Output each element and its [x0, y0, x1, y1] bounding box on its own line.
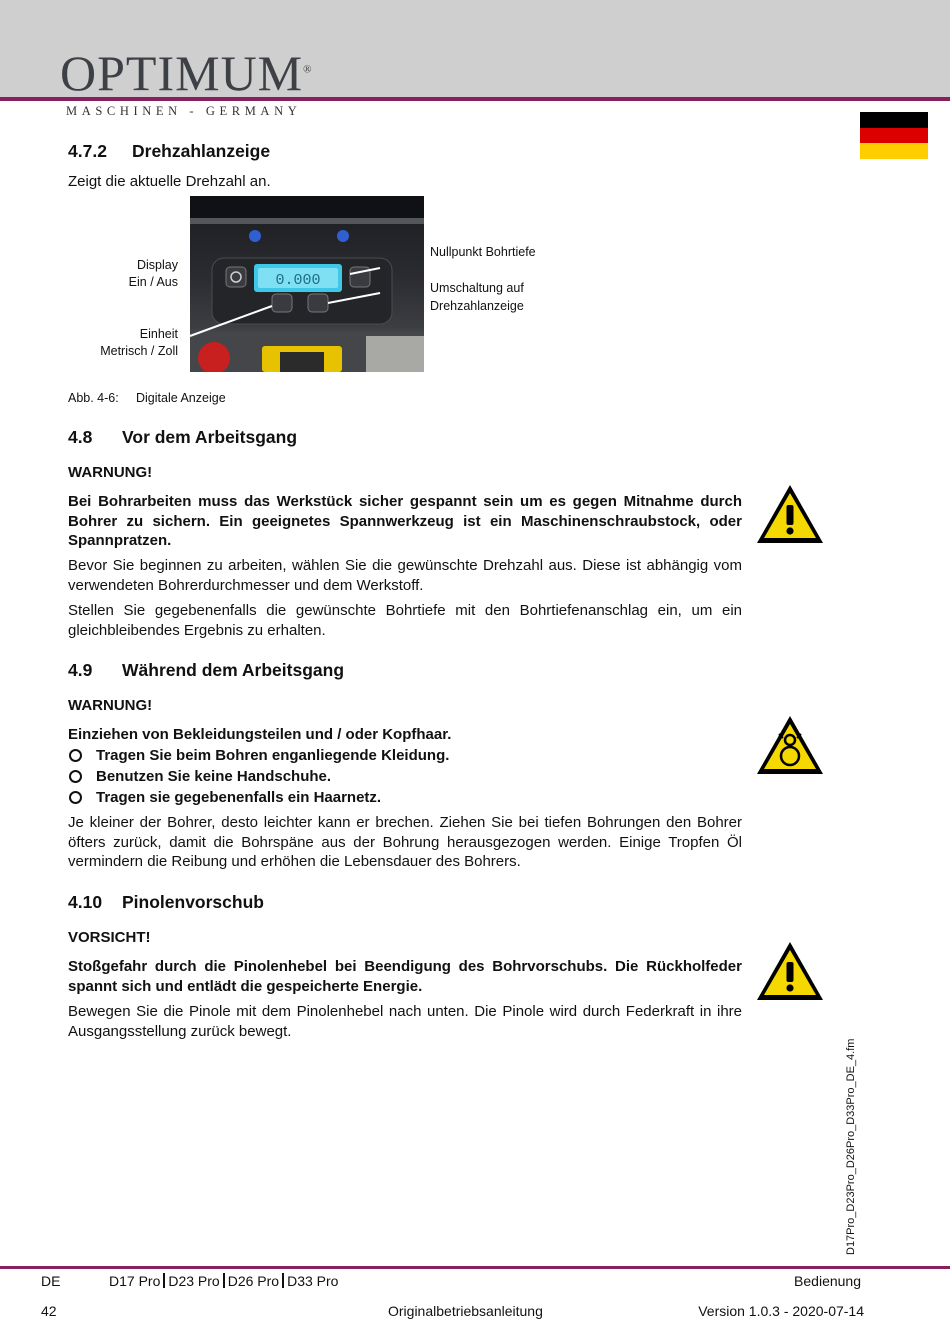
list-item: Tragen sie gegebenenfalls ein Haarnetz. [68, 787, 449, 808]
callout-speed-switch: Umschaltung auf Drehzahlanzeige [430, 281, 524, 313]
footer-version: Version 1.0.3 - 2020-07-14 [698, 1303, 864, 1319]
section-heading-4-8: 4.8 Vor dem Arbeitsgang [68, 427, 298, 447]
section-heading-4-10: 4.10 Pinolenvorschub [68, 892, 264, 912]
footer-models: D17 Pro D23 Pro D26 Pro D33 Pro [109, 1273, 339, 1289]
list-item: Benutzen Sie keine Handschuhe. [68, 766, 449, 787]
source-filename: D17Pro_D23Pro_D26Pro_D33Pro_DE_4.fm [845, 1038, 857, 1255]
warning-label: WARNUNG! [68, 464, 153, 481]
brand-logo: OPTIMUM® [60, 45, 313, 101]
warning-text: Bei Bohrarbeiten muss das Werkstück sicher gespannt sein um es gegen Mitnahme durch Bohrer zu sichern. Ein geeignetes Spannwerkzeug ist ein Maschinenschraubstock, oder Spannpratzen. [68, 493, 742, 549]
paragraph: Stellen Sie gegebenenfalls die gewünschte Bohrtiefe mit den Bohrtiefenanschlag ein, um ein gleichbleibendes Ergebnis zu erhalten. [68, 602, 742, 639]
bullet-icon [69, 791, 82, 804]
section-heading-4-7-2: 4.7.2 Drehzahlanzeige [68, 141, 271, 161]
section-intro: Zeigt die aktuelle Drehzahl an. [68, 173, 271, 190]
caution-label: VORSICHT! [68, 929, 151, 946]
callout-zero-depth: Nullpunkt Bohrtiefe [430, 245, 536, 259]
warning-text: Einziehen von Bekleidungsteilen und / oder Kopfhaar. [68, 726, 452, 743]
warning-triangle-icon [755, 940, 825, 1002]
paragraph: Je kleiner der Bohrer, desto leichter kann er brechen. Ziehen Sie bei tiefen Bohrungen den Bohrer öfters zurück, damit die Bohrspäne aus der Bohrung herausgezogen werden. Einige Tropfen Öl vermindern die Reibung und erhöhen die Lebensdauer des Bohrers. [68, 814, 742, 870]
brand-subtitle: MASCHINEN - GERMANY [66, 104, 302, 118]
caution-text: Stoßgefahr durch die Pinolenhebel bei Beendigung des Bohrvorschubs. Die Rückholfeder spannt sich und entlädt die gespeicherte Energie. [68, 958, 742, 995]
paragraph: Bewegen Sie die Pinole mit dem Pinolenhebel nach unten. Die Pinole wird durch Federkraft in ihre Ausgangsstellung zurück bewegt. [68, 1003, 742, 1040]
svg-text:0.000: 0.000 [275, 272, 321, 289]
callout-unit: Einheit Metrisch / Zoll [100, 327, 178, 358]
footer-section: Bedienung [794, 1273, 861, 1289]
footer-document-type: Originalbetriebsanleitung [388, 1303, 543, 1319]
warning-triangle-icon [755, 483, 825, 545]
bullet-list [68, 745, 449, 808]
warning-label: WARNUNG! [68, 697, 153, 714]
footer-rule [0, 1266, 950, 1269]
footer-language: DE [41, 1273, 61, 1289]
bullet-icon [69, 770, 82, 783]
callout-display: Display Ein / Aus [128, 258, 178, 289]
figure-caption-text: Digitale Anzeige [136, 391, 226, 405]
german-flag-icon [860, 112, 928, 159]
figure-caption-label: Abb. 4-6: [68, 391, 119, 405]
digital-display-photo [190, 196, 424, 372]
list-item: Tragen Sie beim Bohren enganliegende Kleidung. [68, 745, 449, 766]
paragraph: Bevor Sie beginnen zu arbeiten, wählen Sie die gewünschte Drehzahl aus. Diese ist abhängig vom verwendeten Bohrerdurchmesser und dem Werkstoff. [68, 557, 742, 594]
bullet-icon [69, 749, 82, 762]
entanglement-hazard-icon [755, 714, 825, 776]
section-heading-4-9: 4.9 Während dem Arbeitsgang [68, 660, 345, 680]
page-number: 42 [41, 1303, 57, 1319]
